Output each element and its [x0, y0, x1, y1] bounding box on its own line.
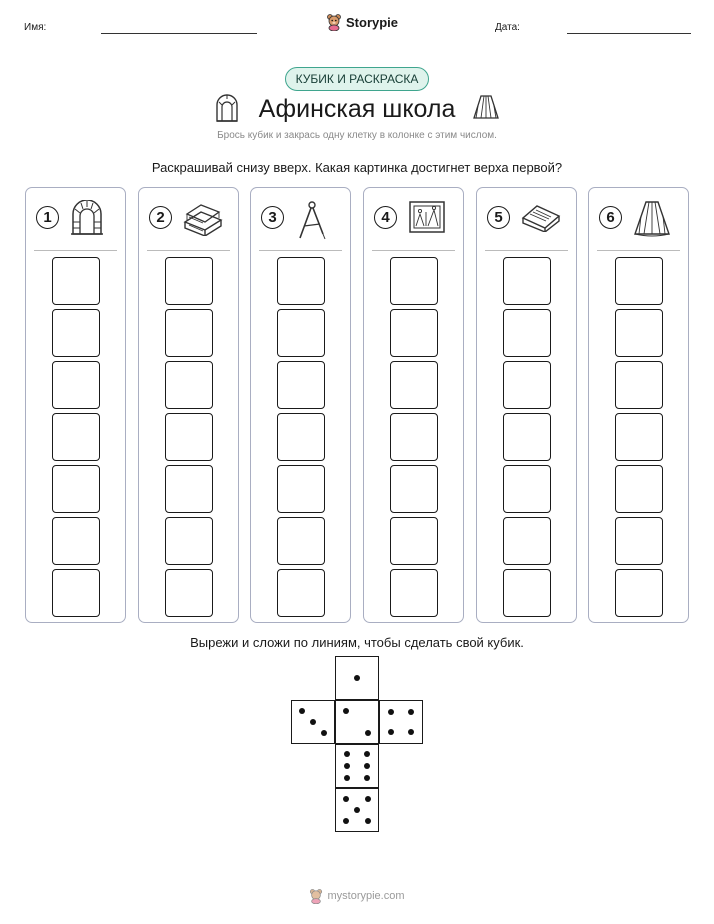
toga-robe-icon	[472, 94, 500, 122]
color-cell[interactable]	[615, 569, 663, 617]
color-cell[interactable]	[503, 361, 551, 409]
color-cell[interactable]	[277, 413, 325, 461]
footer	[0, 888, 714, 904]
cube-face-4	[379, 700, 423, 744]
column-5	[476, 187, 577, 623]
instruction: Раскрашивай снизу вверх. Какая картинка достигнет верха первой?	[151, 160, 563, 175]
color-cell[interactable]	[165, 569, 213, 617]
column-number: 2	[149, 206, 172, 229]
color-cell[interactable]	[390, 517, 438, 565]
cube-face-1	[335, 656, 379, 700]
book-stack-icon	[183, 200, 223, 236]
color-cell[interactable]	[615, 257, 663, 305]
stone-arch-icon	[70, 200, 104, 236]
color-cell[interactable]	[615, 517, 663, 565]
column-number: 3	[261, 206, 284, 229]
color-cell[interactable]	[277, 517, 325, 565]
stone-tablet-icon	[521, 200, 561, 232]
color-cell[interactable]	[52, 465, 100, 513]
color-cell[interactable]	[52, 517, 100, 565]
column-number: 5	[487, 206, 510, 229]
color-cell[interactable]	[165, 257, 213, 305]
color-cell[interactable]	[277, 257, 325, 305]
compass-icon	[295, 200, 329, 240]
date-label: Дата:	[495, 22, 520, 33]
cube-face-5	[335, 788, 379, 832]
column-4	[363, 187, 464, 623]
color-cell[interactable]	[390, 413, 438, 461]
color-cell[interactable]	[390, 569, 438, 617]
color-cell[interactable]	[615, 309, 663, 357]
color-cell[interactable]	[52, 309, 100, 357]
color-cell[interactable]	[503, 257, 551, 305]
cube-face-6	[335, 744, 379, 788]
column-1	[25, 187, 126, 623]
color-cell[interactable]	[52, 257, 100, 305]
color-cell[interactable]	[390, 257, 438, 305]
color-cell[interactable]	[615, 361, 663, 409]
color-cell[interactable]	[52, 569, 100, 617]
color-cell[interactable]	[165, 413, 213, 461]
color-cell[interactable]	[390, 361, 438, 409]
color-cell[interactable]	[165, 517, 213, 565]
name-label: Имя:	[24, 22, 47, 33]
color-cell[interactable]	[503, 517, 551, 565]
cube-face-3	[291, 700, 335, 744]
brand-name: Storypie	[346, 14, 399, 30]
color-cell[interactable]	[277, 361, 325, 409]
column-number: 4	[374, 206, 397, 229]
column-number: 1	[36, 206, 59, 229]
name-line[interactable]	[101, 33, 257, 34]
column-6	[588, 187, 689, 623]
color-cell[interactable]	[277, 309, 325, 357]
color-cell[interactable]	[615, 413, 663, 461]
fresco-painting-icon	[408, 200, 446, 234]
page-title: Афинская школа	[258, 95, 456, 123]
footer-url[interactable]: mystorypie.com	[327, 890, 405, 902]
column-number: 6	[599, 206, 622, 229]
column-2	[138, 187, 239, 623]
date-line[interactable]	[567, 33, 691, 34]
color-cell[interactable]	[52, 361, 100, 409]
cube-instruction: Вырежи и сложи по линиям, чтобы сделать свой кубик.	[190, 635, 524, 650]
color-cell[interactable]	[390, 465, 438, 513]
color-cell[interactable]	[503, 465, 551, 513]
color-cell[interactable]	[390, 309, 438, 357]
color-cell[interactable]	[277, 569, 325, 617]
color-cell[interactable]	[503, 309, 551, 357]
toga-robe-icon	[633, 200, 671, 238]
color-cell[interactable]	[615, 465, 663, 513]
color-cell[interactable]	[52, 413, 100, 461]
color-cell[interactable]	[503, 569, 551, 617]
activity-badge: КУБИК И РАСКРАСКА	[285, 67, 429, 91]
subtitle: Брось кубик и закрась одну клетку в колонке с этим числом.	[217, 130, 497, 141]
color-cell[interactable]	[165, 361, 213, 409]
cube-face-2	[335, 700, 379, 744]
teddy-bear-icon	[309, 888, 323, 904]
color-cell[interactable]	[165, 309, 213, 357]
color-cell[interactable]	[165, 465, 213, 513]
teddy-bear-icon	[326, 13, 342, 31]
brand-logo	[326, 13, 398, 31]
color-cell[interactable]	[503, 413, 551, 461]
column-3	[250, 187, 351, 623]
color-cell[interactable]	[277, 465, 325, 513]
